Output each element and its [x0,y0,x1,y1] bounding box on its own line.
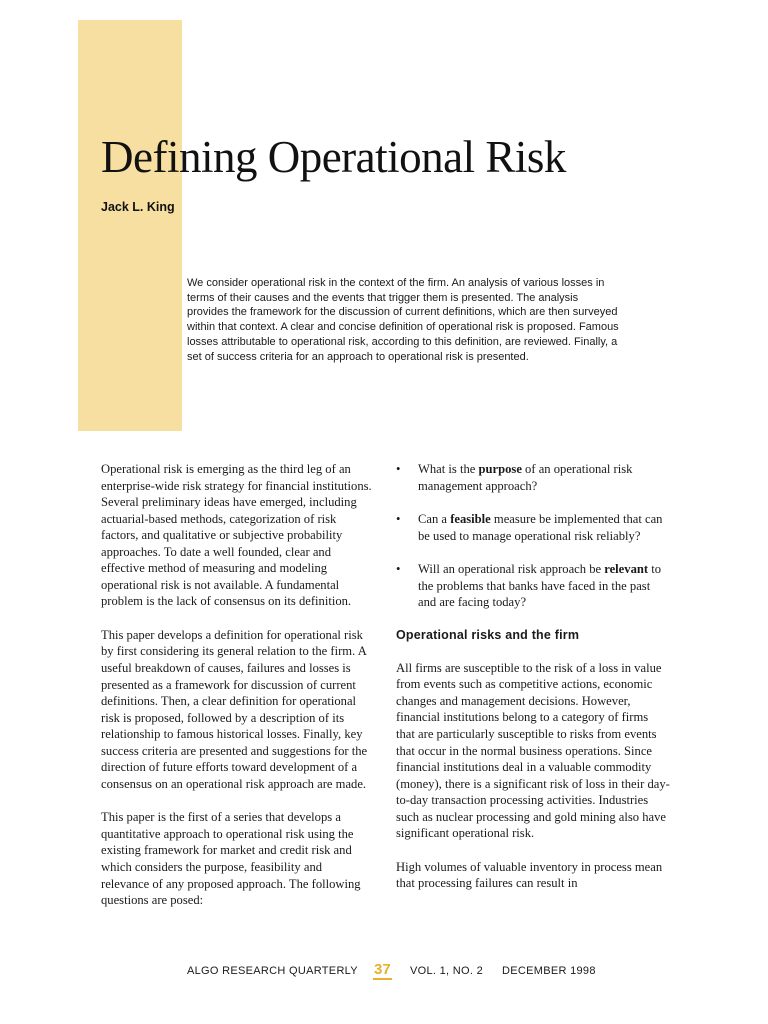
abstract: We consider operational risk in the context of the firm. An analysis of various losses in terms of their causes and the events that trigger them is presented. The analysis provides the framework for the discussion of current definitions, which are then surveyed within that context. A clear and concise definition of operational risk is proposed. Famous losses attributable to operational risk, according to this definition, are reviewed. Finally, a set of success criteria for an approach to operational risk is presented. [187,277,619,363]
question-keyword: feasible [450,512,491,527]
question-text: Can a [418,512,451,527]
body-paragraph: High volumes of valuable inventory in process mean that processing failures can result in [396,859,663,891]
question-text: of an operational risk management approach? [418,462,633,493]
question-text: Will an operational risk approach be [418,562,605,577]
question-item [396,461,670,494]
question-keyword: purpose [478,462,522,476]
body-paragraph: Operational risk is emerging as the third leg of an enterprise-wide risk strategy for financial institutions. Several preliminary ideas have emerged, including actuarial-based methods, categorization of risk factors, and qualitative or subjective probability approaches. To date a well founded, clear and effective method of measuring and modeling operational risk is not available. A fundamental problem is the lack of consensus on its definition. [101,462,372,609]
body-paragraph: This paper is the first of a series that develops a quantitative approach to operational risk using the existing framework for market and credit risk and which considers the purpose, feasibility and relevance of any proposed approach. The following questions are posed: [101,810,361,908]
question-text: What is the [418,462,479,476]
body-paragraph: This paper develops a definition for operational risk by first considering its general relation to the firm. A useful breakdown of causes, failures and losses is presented as a framework for discussion of current definitions. Then, a clear definition for operational risk is proposed, followed by a description of its relationship to famous historical losses. Finally, key success criteria are presented and suggestions for the direction of future efforts toward development of a consensus on an operational risk approach are made. [101,627,368,791]
bullet-icon: • [396,562,401,577]
paper-title: Defining Operational Risk [101,132,566,182]
bullet-icon: • [396,462,401,476]
question-keyword: relevant [604,562,649,577]
body-paragraph: All firms are susceptible to the risk of a loss in value from events such as competitive actions, economic changes and management decisions. However, financial institutions belong to a category of firms that are particularly susceptible to risks from events that occur in the normal business operations. Since financial institutions deal in a valuable commodity (money), there is a significant risk of loss in their day-to-day transaction processing activities. Industries such as nuclear processing and gold mining also have significant operational risk. [396,660,670,841]
question-text: to the problems that banks have faced in the past and are facing today? [418,562,662,610]
question-text: measure be implemented that can be used to manage operational risk reliably? [418,512,663,543]
bullet-icon: • [396,512,401,527]
question-list [396,461,670,611]
page-footer [0,961,768,983]
right-column [396,461,670,909]
page-number: 37 [374,961,391,978]
author-name: Jack L. King [101,200,175,214]
issue-date: DECEMBER 1998 [502,965,596,977]
volume-issue: VOL. 1, NO. 2 [410,965,483,977]
question-item [396,511,670,544]
section-heading: Operational risks and the firm [396,627,580,642]
question-item [396,561,670,611]
journal-name: ALGO RESEARCH QUARTERLY [187,965,358,977]
accent-band [78,20,182,431]
left-column [101,461,373,926]
